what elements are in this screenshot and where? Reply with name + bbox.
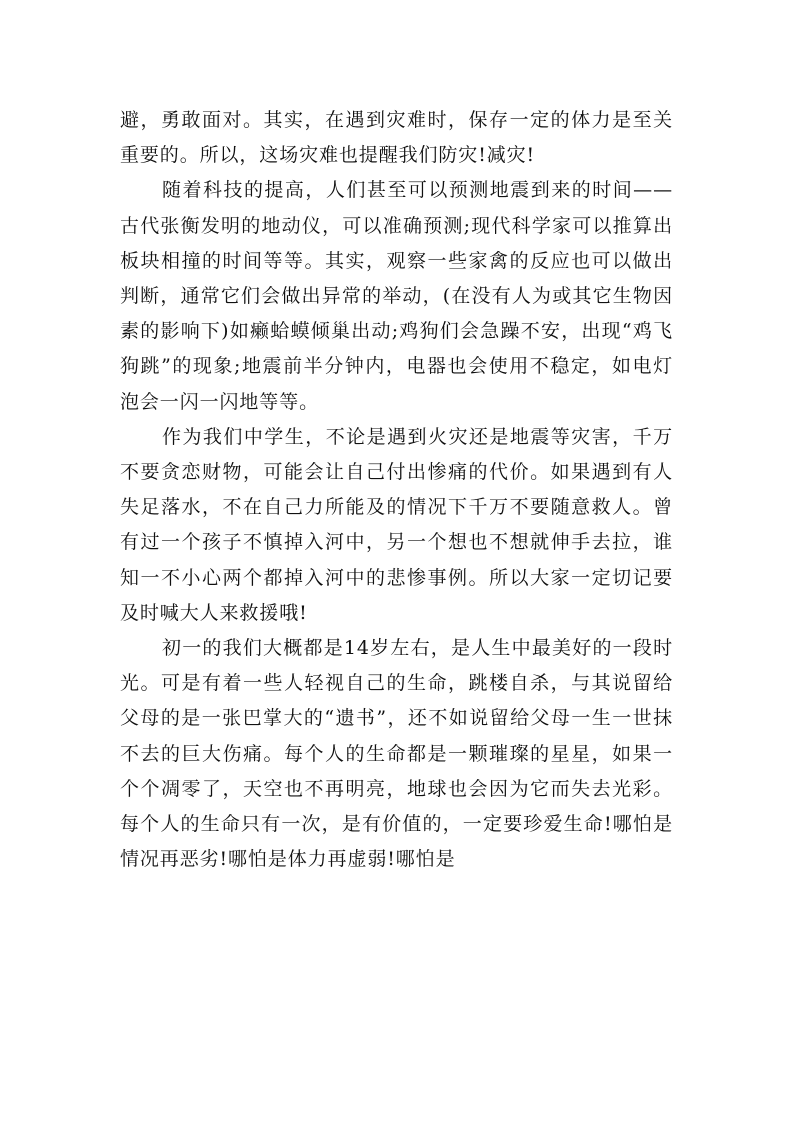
- paragraph-cherish-life: 初一的我们大概都是14岁左右，是人生中最美好的一段时光。可是有着一些人轻视自己的生命，跳楼自杀，与其说留给父母的是一张巴掌大的“遗书”，还不如说留给父母一生一世抹不去的巨大伤痛。每个人的生命都是一颗璀璨的星星，如果一个个凋零了，天空也不再明亮，地球也会因为它而失去光彩。每个人的生命只有一次，是有价值的，一定要珍爱生命!哪怕是情况再恶劣!哪怕是体力再虚弱!哪怕是: [120, 637, 673, 871]
- paragraph-earthquake-prediction: 随着科技的提高，人们甚至可以预测地震到来的时间——古代张衡发明的地动仪，可以准确预测;现代科学家可以推算出板块相撞的时间等等。其实，观察一些家禽的反应也可以做出判断，通常它们会做出异常的举动，(在没有人为或其它生物因素的影响下)如癞蛤蟆倾巢出动;鸡狗们会急躁不安，出现“鸡飞狗跳”的现象;地震前半分钟内，电器也会使用不稳定，如电灯泡会一闪一闪地等等。: [120, 179, 673, 413]
- paragraph-student-safety: 作为我们中学生，不论是遇到火灾还是地震等灾害，千万不要贪恋财物，可能会让自己付出惨痛的代价。如果遇到有人失足落水，不在自己力所能及的情况下千万不要随意救人。曾有过一个孩子不慎掉入河中，另一个想也不想就伸手去拉，谁知一不小心两个都掉入河中的悲惨事例。所以大家一定切记要及时喊大人来救援哦!: [120, 425, 673, 624]
- paragraph-continuation: 避，勇敢面对。其实，在遇到灾难时，保存一定的体力是至关重要的。所以，这场灾难也提醒我们防灾!减灾!: [120, 109, 673, 167]
- document-body: [120, 103, 673, 877]
